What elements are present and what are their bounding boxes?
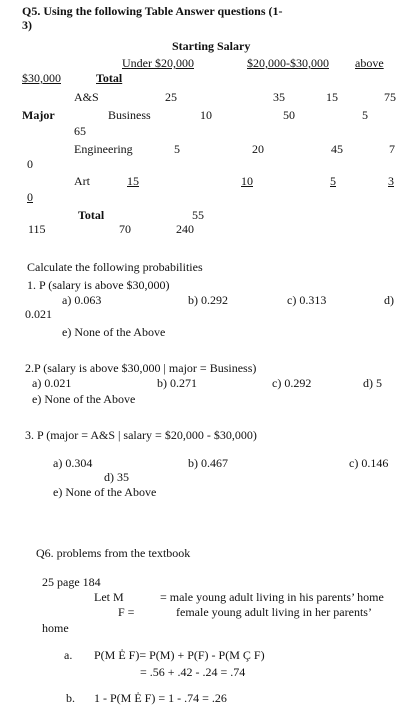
q6-home: home — [42, 621, 69, 635]
row-total-c3: 240 — [176, 222, 194, 236]
q3-option-d: d) 35 — [104, 470, 129, 484]
row-art-total-cont: 0 — [27, 190, 33, 204]
q6-let-m: Let M — [94, 590, 124, 604]
row-engineering-c3: 45 — [331, 142, 343, 156]
row-business-c2: 50 — [283, 108, 295, 122]
row-as-c2: 35 — [273, 90, 285, 104]
q1-option-d-cont: 0.021 — [25, 307, 52, 321]
row-art-c3: 5 — [330, 174, 336, 188]
calc-prompt: Calculate the following probabilities — [27, 260, 203, 274]
row-art-c2: 10 — [241, 174, 253, 188]
q1-option-a: a) 0.063 — [62, 293, 102, 307]
row-engineering-c2: 20 — [252, 142, 264, 156]
q1-option-c: c) 0.313 — [287, 293, 327, 307]
row-engineering-total-cont: 0 — [27, 157, 33, 171]
q6-part-b-label: b. — [66, 691, 75, 705]
q6-f-symbol: F = — [118, 605, 135, 619]
q1-option-b: b) 0.292 — [188, 293, 228, 307]
dollar-30000-header: $30,000 — [22, 71, 61, 85]
q6-part-a-line1: P(M Ė F)= P(M) + P(F) - P(M Ç F) — [94, 648, 265, 662]
q1-question: 1. P (salary is above $30,000) — [27, 278, 170, 292]
q3-option-c: c) 0.146 — [349, 456, 389, 470]
row-art-c1: 15 — [127, 174, 139, 188]
range-20000-30000-header: $20,000-$30,000 — [247, 56, 329, 70]
q3-option-a: a) 0.304 — [53, 456, 93, 470]
row-business-total: 65 — [74, 124, 86, 138]
row-total-label: Total — [78, 208, 105, 222]
q6-title: Q6. problems from the textbook — [36, 546, 191, 560]
q5-title-line1: Q5. Using the following Table Answer questions (1- — [22, 4, 283, 18]
q1-option-e: e) None of the Above — [62, 325, 166, 339]
row-business-c3: 5 — [362, 108, 368, 122]
row-engineering-total: 7 — [389, 142, 395, 156]
q1-option-d: d) — [384, 293, 394, 307]
q3-option-e: e) None of the Above — [53, 485, 157, 499]
q3-option-b: b) 0.467 — [188, 456, 228, 470]
q2-option-b: b) 0.271 — [157, 376, 197, 390]
q2-option-a: a) 0.021 — [32, 376, 72, 390]
row-total-c1: 55 — [192, 208, 204, 222]
row-as-label: A&S — [74, 90, 99, 104]
row-art-label: Art — [74, 174, 90, 188]
row-total-total: 115 — [28, 222, 46, 236]
row-engineering-c1: 5 — [174, 142, 180, 156]
q6-part-b-line1: 1 - P(M Ė F) = 1 - .74 = .26 — [94, 691, 227, 705]
row-business-label: Business — [108, 108, 151, 122]
q6-part-a-label: a. — [64, 648, 73, 662]
q6-part-a-line2: = .56 + .42 - .24 = .74 — [140, 665, 246, 679]
q2-option-d: d) 5 — [363, 376, 382, 390]
row-as-total: 75 — [384, 90, 396, 104]
q5-title-line2: 3) — [22, 18, 32, 32]
q2-question: 2.P (salary is above $30,000 | major = Business) — [25, 361, 257, 375]
row-engineering-label: Engineering — [74, 142, 133, 156]
q6-f-definition: female young adult living in her parents’ — [176, 605, 372, 619]
q6-m-definition: = male young adult living in his parents’ home — [160, 590, 384, 604]
row-art-total: 3 — [388, 174, 394, 188]
row-as-c3: 15 — [326, 90, 338, 104]
q3-question: 3. P (major = A&S | salary = $20,000 - $30,000) — [25, 428, 257, 442]
under-20000-header: Under $20,000 — [122, 56, 194, 70]
row-business-c1: 10 — [200, 108, 212, 122]
row-total-c2: 70 — [119, 222, 131, 236]
row-as-c1: 25 — [165, 90, 177, 104]
row-label-major: Major — [22, 108, 55, 122]
q2-option-c: c) 0.292 — [272, 376, 312, 390]
q2-option-e: e) None of the Above — [32, 392, 136, 406]
total-header: Total — [96, 71, 123, 85]
starting-salary-header: Starting Salary — [172, 39, 251, 53]
above-header: above — [355, 56, 384, 70]
q6-problem: 25 page 184 — [42, 575, 101, 589]
